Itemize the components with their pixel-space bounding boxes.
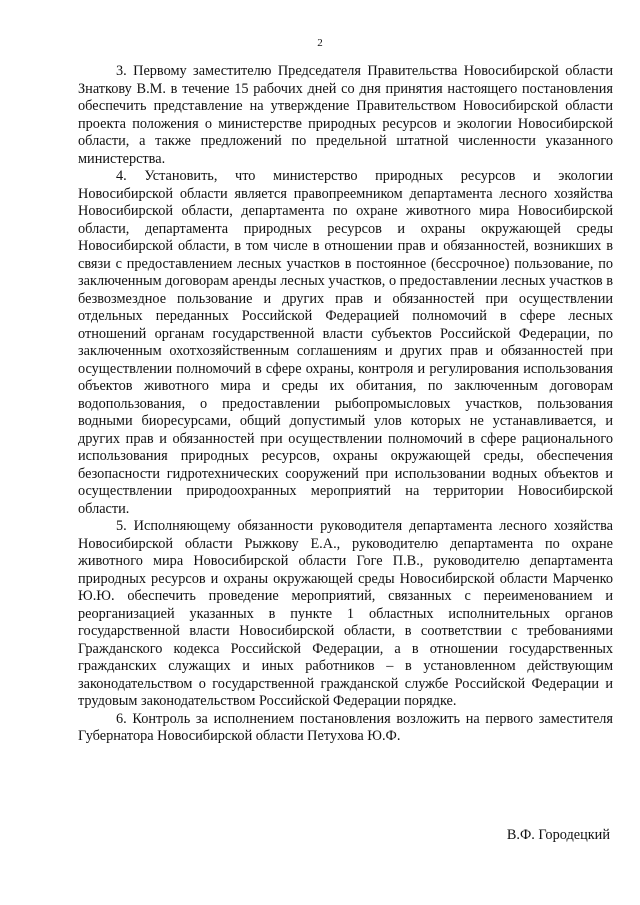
signature-name: В.Ф. Городецкий [506,827,610,843]
page-number: 2 [317,37,323,49]
paragraph-5: 5. Исполняющему обязанности руководителя департамента лесного хозяйства Новосибирской области Рыжкову Е.А., руководителю департамента по охране животного мира Новосибирской области Гоге П.В., руководителю департамента природных ресурсов и охраны окружающей среды Новосибирской области Марченко Ю.Ю. обеспечить проведение мероприятий, связанных с переименованием и реорганизацией указанных в пункте 1 областных исполнительных органов государственной власти Новосибирской области, в соответствии с требованиями Гражданского кодекса Российской Федерации, а в отношении государственных гражданских служащих и иных работников – в установленном действующим законодательством о государственной гражданской службе Российской Федерации и трудовым законодательством Российской Федерации порядке. [78,518,613,709]
paragraph-4: 4. Установить, что министерство природных ресурсов и экологии Новосибирской области является правопреемником департамента лесного хозяйства Новосибирской области, департамента по охране животного мира Новосибирской области, департамента природных ресурсов и охраны окружающей среды Новосибирской области, в том числе в отношении прав и обязанностей, возникших в связи с предоставлением лесных участков в постоянное (бессрочное) пользование, по заключенным договорам аренды лесных участков, о предоставлении лесных участков в безвозмездное пользование и других прав и обязанностей при осуществлении отдельных переданных Российской Федерацией полномочий в сфере лесных отношений органам государственной власти субъектов Российской Федерации, по заключенным охотхозяйственным соглашениям и других прав и обязанностей при осуществлении полномочий в сфере охраны, контроля и регулирования использования объектов животного мира и среды их обитания, по заключенным договорам водопользования, о предоставлении рыбопромысловых участков, пользования водными биоресурсами, общий допустимый улов которых не устанавливается, и других прав и обязанностей при осуществлении полномочий в сфере рационального использования природных ресурсов, охраны окружающей среды, обеспечения безопасности гидротехнических сооружений при использовании водных объектов и осуществлении природоохранных мероприятий на территории Новосибирской области. [78,168,613,517]
paragraph-6: 6. Контроль за исполнением постановления возложить на первого заместителя Губернатора Новосибирской области Петухова Ю.Ф. [78,710,613,744]
paragraph-3: 3. Первому заместителю Председателя Правительства Новосибирской области Знаткову В.М. в течение 15 рабочих дней со дня принятия настоящего постановления обеспечить представление на утверждение Правительством Новосибирской области проекта положения о министерстве природных ресурсов и экологии Новосибирской области, а также предложений по предельной штатной численности указанного министерства. [78,63,613,167]
document-body [78,63,613,746]
